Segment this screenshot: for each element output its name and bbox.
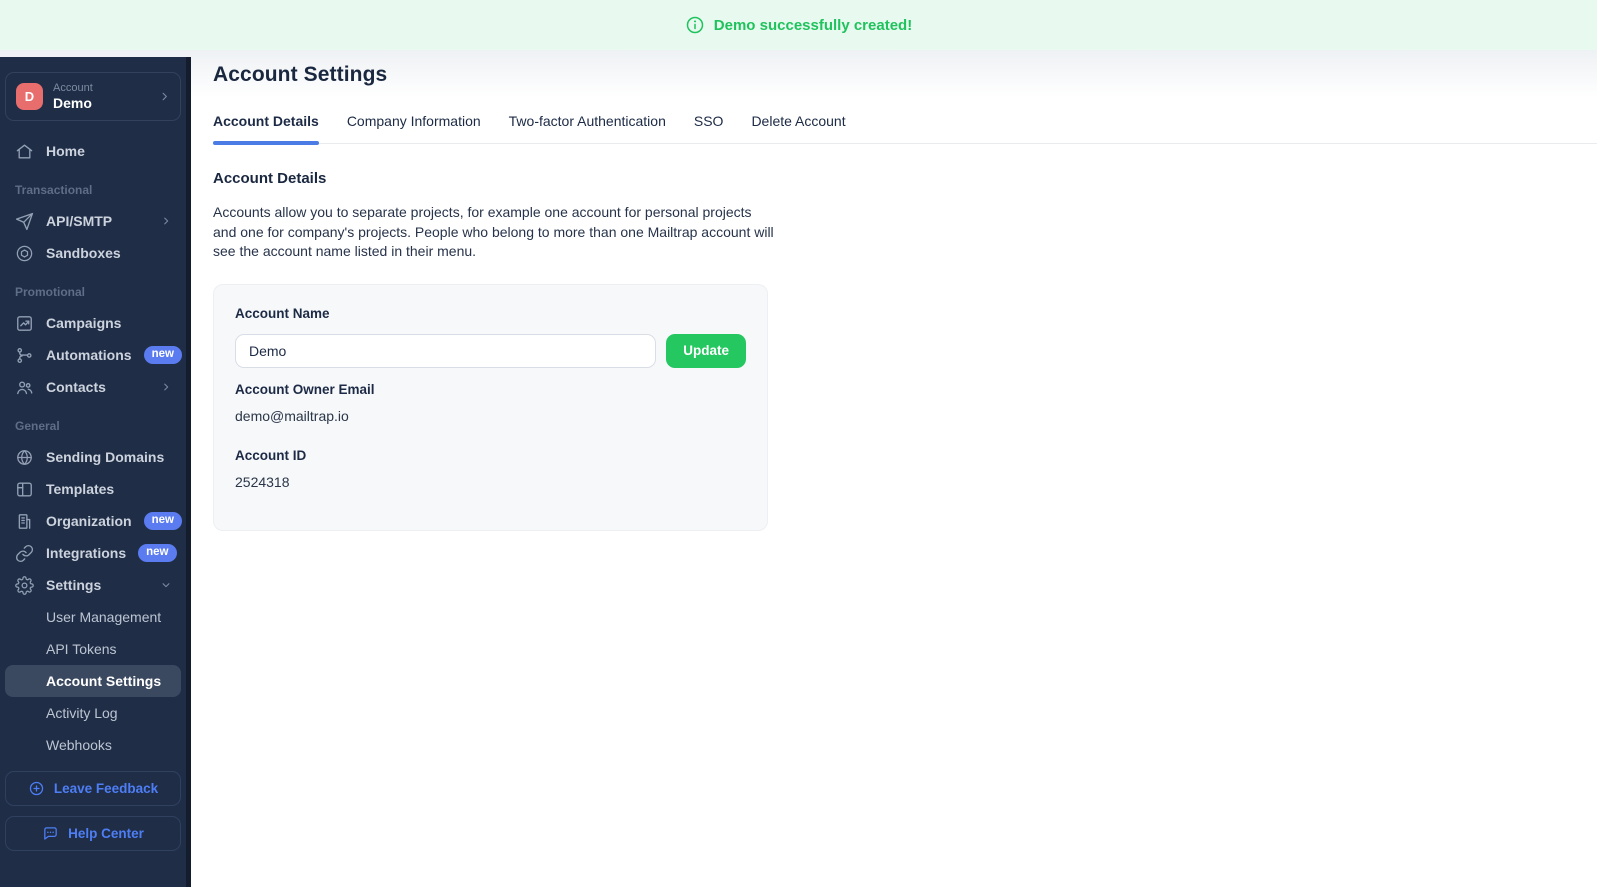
sidebar-subitem-account-settings[interactable] (5, 665, 181, 697)
organization-icon (15, 512, 34, 531)
settings-icon (15, 576, 34, 595)
sidebar-item-api-smtp[interactable] (5, 205, 181, 237)
account-id-value: 2524318 (235, 473, 290, 490)
info-icon (685, 15, 705, 35)
tab-bar (213, 107, 1597, 144)
account-name-label: Account Name (235, 305, 330, 321)
tab-label: Delete Account (751, 113, 846, 129)
sidebar-section-transactional: Transactional (15, 183, 93, 197)
leave-feedback-button[interactable] (5, 771, 181, 806)
active-tab-underline (213, 141, 319, 145)
sidebar-subitem-activity-log[interactable] (5, 697, 181, 729)
sidebar-item-sending-domains[interactable] (5, 441, 181, 473)
plus-circle-icon (28, 780, 45, 797)
chevron-right-icon (159, 91, 170, 102)
new-badge: new (144, 512, 182, 530)
chat-bubble-icon (42, 825, 59, 842)
tab-label: Account Details (213, 113, 319, 129)
account-details-card (213, 284, 768, 531)
section-description: Accounts allow you to separate projects, for example one account for personal projects and one for company's projects. People who belong to more than one Mailtrap account will see the account name listed in their menu. (213, 204, 774, 260)
contacts-icon (15, 378, 34, 397)
send-icon (15, 212, 34, 231)
tab-two-factor-authentication[interactable] (509, 107, 666, 143)
main-content (191, 50, 1597, 887)
tab-company-information[interactable] (347, 107, 481, 143)
tab-delete-account[interactable] (751, 107, 845, 143)
sidebar-subitem-label: Webhooks (46, 737, 112, 753)
chevron-down-icon (161, 580, 171, 590)
sidebar-item-label: Organization (46, 513, 132, 529)
sidebar-nav (0, 125, 186, 761)
chevron-right-icon (161, 216, 171, 226)
account-name-input[interactable] (235, 334, 656, 368)
sidebar-section-promotional: Promotional (15, 285, 86, 299)
help-center-button[interactable] (5, 816, 181, 851)
sidebar-item-integrations[interactable] (5, 537, 181, 569)
account-switcher-label: Account (53, 82, 93, 94)
sidebar-item-label: Home (46, 143, 85, 159)
chevron-right-icon (161, 382, 171, 392)
sidebar-item-settings[interactable] (5, 569, 181, 601)
sidebar-subitem-label: User Management (46, 609, 162, 625)
sidebar-subitem-webhooks[interactable] (5, 729, 181, 761)
account-id-label: Account ID (235, 447, 307, 463)
toast-message: Demo successfully created! (713, 16, 913, 34)
account-switcher[interactable] (5, 72, 181, 121)
app-shell (0, 50, 1597, 887)
owner-email-value: demo@mailtrap.io (235, 407, 349, 424)
tab-account-details[interactable] (213, 107, 319, 143)
new-badge: new (144, 346, 182, 364)
sidebar-item-contacts[interactable] (5, 371, 181, 403)
new-badge: new (138, 544, 176, 562)
sidebar-item-label: Templates (46, 481, 115, 497)
sidebar-item-campaigns[interactable] (5, 307, 181, 339)
sidebar-subitem-label: Account Settings (46, 673, 162, 689)
globe-icon (15, 448, 34, 467)
integrations-icon (15, 544, 34, 563)
sidebar-item-label: Settings (46, 577, 102, 593)
sidebar-item-label: Sending Domains (46, 449, 165, 465)
home-icon (15, 142, 34, 161)
section-heading: Account Details (213, 170, 327, 187)
sidebar-subitem-label: API Tokens (46, 641, 117, 657)
sidebar-item-sandboxes[interactable] (5, 237, 181, 269)
sidebar-item-label: Integrations (46, 545, 127, 561)
page-title: Account Settings (213, 63, 388, 86)
leave-feedback-label: Leave Feedback (53, 781, 159, 796)
automations-icon (15, 346, 34, 365)
sidebar-footer (0, 771, 186, 887)
sidebar-subitem-user-management[interactable] (5, 601, 181, 633)
update-button[interactable]: Update (666, 334, 746, 368)
account-avatar: D (16, 83, 43, 110)
sidebar-item-automations[interactable] (5, 339, 181, 371)
tab-sso[interactable] (694, 107, 724, 143)
tab-label: Two-factor Authentication (508, 113, 666, 129)
sidebar-item-label: Automations (46, 347, 132, 363)
owner-email-label: Account Owner Email (235, 381, 375, 397)
account-switcher-name: Demo (53, 95, 92, 111)
sidebar-item-label: Sandboxes (46, 245, 121, 261)
help-center-label: Help Center (68, 826, 144, 841)
campaigns-icon (15, 314, 34, 333)
sidebar-item-organization[interactable] (5, 505, 181, 537)
tab-label: SSO (693, 113, 724, 129)
tab-label: Company Information (346, 113, 481, 129)
sidebar-item-label: API/SMTP (46, 213, 113, 229)
templates-icon (15, 480, 34, 499)
sidebar-item-home[interactable] (5, 135, 181, 167)
sandbox-icon (15, 244, 34, 263)
sidebar (0, 57, 186, 887)
sidebar-subitem-api-tokens[interactable] (5, 633, 181, 665)
sidebar-item-label: Campaigns (46, 315, 122, 331)
toast-banner (0, 0, 1597, 50)
sidebar-subitem-label: Activity Log (46, 705, 118, 721)
sidebar-item-label: Contacts (46, 379, 106, 395)
sidebar-section-general: General (15, 419, 60, 433)
sidebar-item-templates[interactable] (5, 473, 181, 505)
